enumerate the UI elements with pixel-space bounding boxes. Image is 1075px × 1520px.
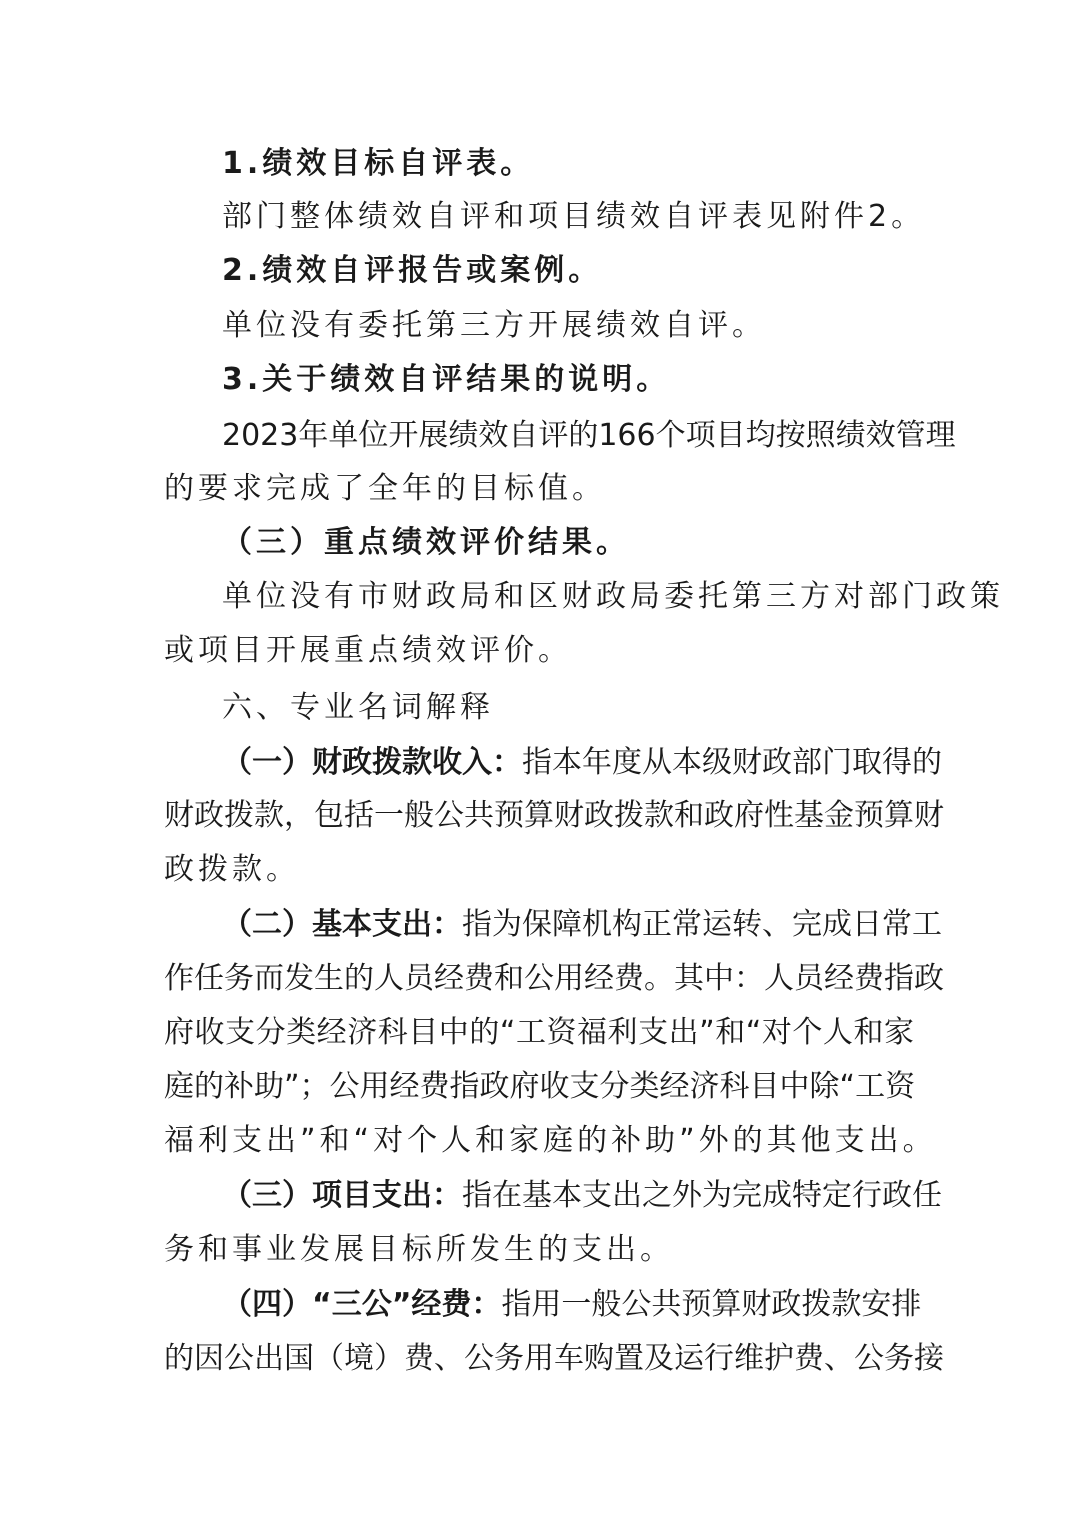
heading-performance-self-eval-table: 1.绩效目标自评表。 [222,146,535,181]
paragraph-line: 福利支出”和“对个人和家庭的补助”外的其他支出。 [164,1123,937,1158]
paragraph-line: 单位没有市财政局和区财政局委托第三方对部门政策 [222,579,1004,614]
paragraph-line: 务和事业发展目标所发生的支出。 [164,1232,674,1267]
glossary-term-project-expenditure [222,1176,942,1216]
paragraph-line: 府收支分类经济科目中的“工资福利支出”和“对个人和家 [164,1015,914,1050]
heading-self-eval-report: 2.绩效自评报告或案例。 [222,253,603,288]
term-label: （一）财政拨款收入： [222,745,522,780]
glossary-term-three-public-expenses [222,1285,922,1325]
paragraph-line: 或项目开展重点绩效评价。 [164,633,572,668]
glossary-term-basic-expenditure [222,905,942,945]
heading-key-performance-results: （三）重点绩效评价结果。 [222,525,630,560]
heading-self-eval-result-note: 3.关于绩效自评结果的说明。 [222,362,671,397]
term-definition: 指用一般公共预算财政拨款安排 [501,1287,922,1322]
paragraph-line: 作任务而发生的人员经费和公用经费。其中：人员经费指政 [164,961,944,996]
term-definition: 指为保障机构正常运转、完成日常工 [462,907,942,942]
term-definition: 指本年度从本级财政部门取得的 [522,745,942,780]
paragraph-line: 庭的补助”；公用经费指政府收支分类经济科目中除“工资 [164,1069,916,1104]
term-label: （四）“三公”经费： [222,1287,502,1322]
term-label: （三）项目支出： [222,1178,462,1213]
paragraph-line: 政拨款。 [164,852,300,887]
section-heading-glossary: 六、专业名词解释 [222,690,494,725]
paragraph-line: 的要求完成了全年的目标值。 [164,471,606,506]
paragraph-line: 2023年单位开展绩效自评的166个项目均按照绩效管理 [222,418,956,453]
paragraph-line: 财政拨款，包括一般公共预算财政拨款和政府性基金预算财 [164,798,944,833]
glossary-term-fiscal-allocation-income [222,743,942,783]
paragraph-line: 单位没有委托第三方开展绩效自评。 [222,308,766,343]
paragraph-line: 部门整体绩效自评和项目绩效自评表见附件2。 [222,199,926,234]
term-label: （二）基本支出： [222,907,462,942]
term-definition: 指在基本支出之外为完成特定行政任 [462,1178,942,1213]
paragraph-line: 的因公出国（境）费、公务用车购置及运行维护费、公务接 [164,1341,944,1376]
